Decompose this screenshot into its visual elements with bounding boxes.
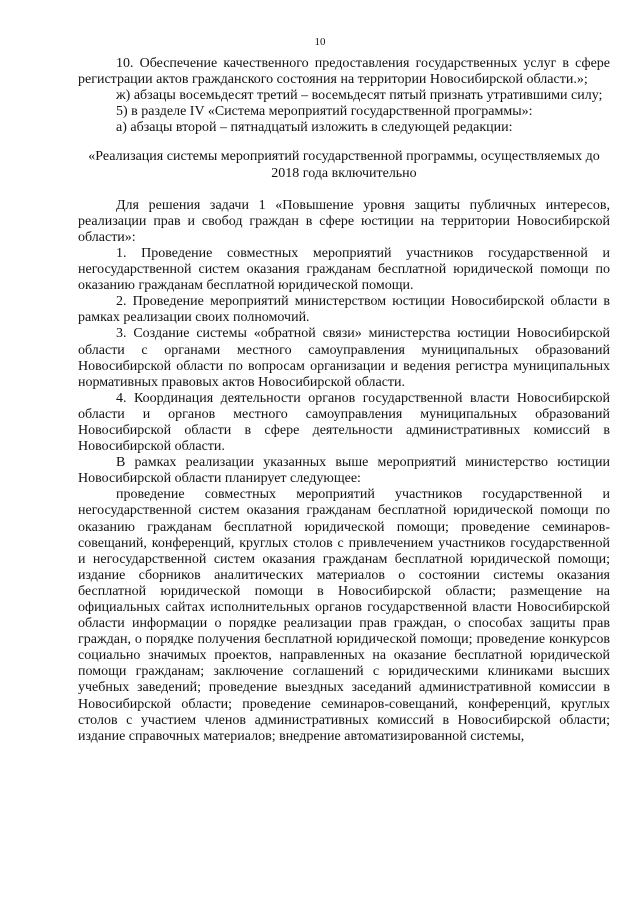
paragraph-item-10: 10. Обеспечение качественного предоставления государственных услуг в сфере регистрации актов гражданского состояния на территории Новосибирской области.»; (78, 56, 610, 88)
list-item-1: 1. Проведение совместных мероприятий участников государственной и негосударственной систем оказания гражданам бесплатной юридической помощи по оказанию гражданам бесплатной юридической помощи. (78, 245, 610, 294)
paragraph-a: а) абзацы второй – пятнадцатый изложить в следующей редакции: (116, 120, 513, 136)
page-number: 10 (314, 36, 326, 48)
paragraph-plans-intro: В рамках реализации указанных выше мероприятий министерство юстиции Новосибирской области планирует следующее: (78, 455, 610, 487)
section-heading: «Реализация системы мероприятий государственной программы, осуществляемых до 2018 года включительно (88, 149, 600, 181)
paragraph-task-1: Для решения задачи 1 «Повышение уровня защиты публичных интересов, реализации прав и свобод граждан в сфере юстиции на территории Новосибирской области»: (78, 197, 610, 245)
list-item-3: 3. Создание системы «обратной связи» министерства юстиции Новосибирской области с органами местного самоуправления муниципальных образований Новосибирской области по вопросам организации и ведения регистра муниципальных нормативных правовых актов Новосибирской области. (78, 326, 610, 390)
document-body (78, 56, 610, 745)
paragraph-plans-body: проведение совместных мероприятий участников государственной и негосударственной систем оказания гражданам бесплатной юридической помощи по оказанию гражданам бесплатной юридической помощи; проведение семинаров-совещаний, конференций, круглых столов с привлечением участников государственной и негосударственной систем оказания гражданам бесплатной юридической помощи; издание сборников аналитических материалов о состоянии системы оказания бесплатной юридической помощи в Новосибирской области; размещение на официальных сайтах исполнительных органов государственной власти Новосибирской области информации о порядке реализации прав граждан, о способах защиты прав граждан, о порядке получения бесплатной юридической помощи; проведение конкурсов социально значимых проектов, направленных на оказание бесплатной юридической помощи гражданам; заключение соглашений с юридическими клиниками высших учебных заведений; проведение выездных заседаний административной комиссии в Новосибирской области; проведение семинаров-совещаний, конференций, круглых столов с участием членов административных комиссий в Новосибирской области; издание справочных материалов; внедрение автоматизированной системы, (78, 487, 610, 744)
paragraph-zh: ж) абзацы восемьдесят третий – восемьдесят пятый признать утратившими силу; (116, 88, 603, 104)
list-item-4: 4. Координация деятельности органов государственной власти Новосибирской области и органов местного самоуправления муниципальных образований Новосибирской области в сфере деятельности административных комиссий в Новосибирской области. (78, 390, 610, 455)
paragraph-section-iv: 5) в разделе IV «Система мероприятий государственной программы»: (116, 104, 533, 120)
list-item-2: 2. Проведение мероприятий министерством юстиции Новосибирской области в рамках реализации своих полномочий. (78, 294, 610, 326)
